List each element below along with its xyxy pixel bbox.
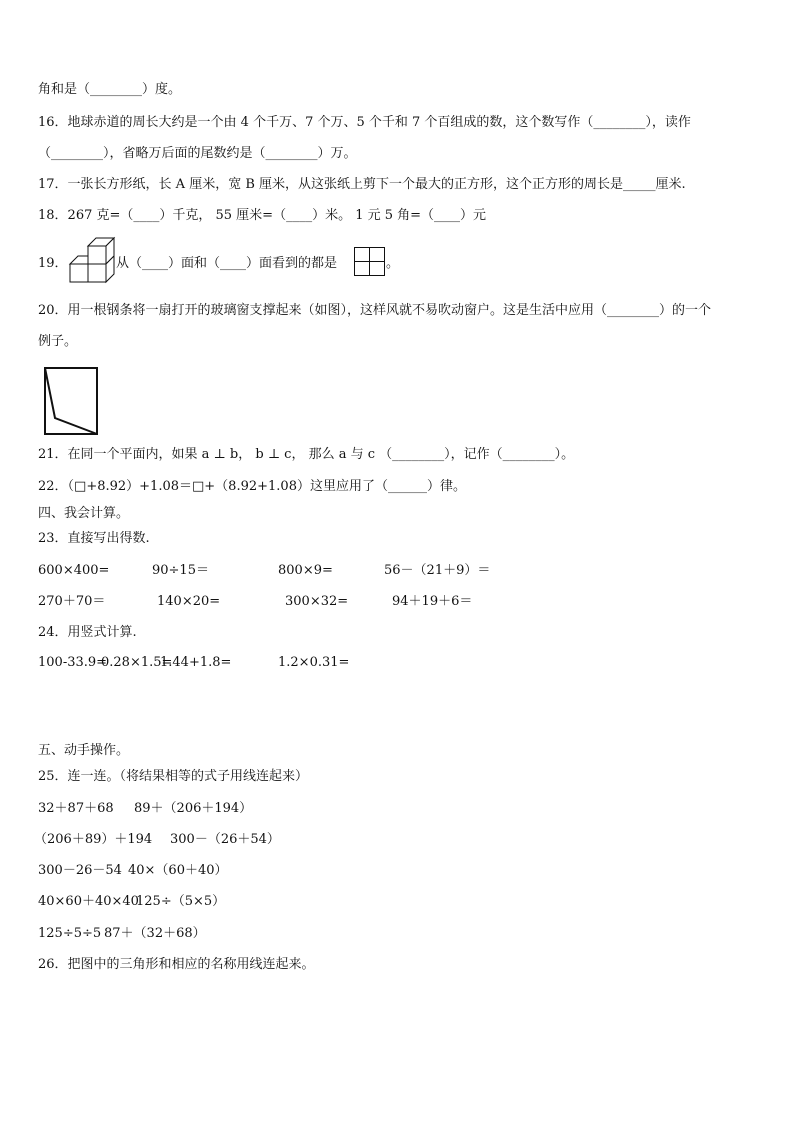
calc-cell: 90÷15＝ xyxy=(152,563,209,578)
q24: 24．用竖式计算. xyxy=(38,625,137,640)
match-right: 125÷（5×5） xyxy=(136,894,226,909)
match-left: 300－26－54 xyxy=(38,863,122,878)
match-right: 40×（60＋40） xyxy=(128,863,228,878)
q20-line2: 例子。 xyxy=(38,334,78,349)
calc-cell: 270＋70＝ xyxy=(38,594,106,609)
q16-line2: （________），省略万后面的尾数约是（________）万。 xyxy=(38,146,357,161)
vertical-calc-item: 100-33.9= xyxy=(38,655,108,670)
section-4-heading: 四、我会计算。 xyxy=(38,506,130,521)
section-5-heading: 五、动手操作。 xyxy=(38,743,130,758)
q16-line1: 16．地球赤道的周长大约是一个由 4 个千万、7 个万、5 个千和 7 个百组成的数，这个数写作（________），读作 xyxy=(38,115,691,130)
q18: 18．267 克=（____）千克， 55 厘米=（____）米。 1 元 5 角=（____）元 xyxy=(38,208,487,223)
q20-line1: 20．用一根钢条将一扇打开的玻璃窗支撑起来（如图），这样风就不易吹动窗户。这是生活中应用（________）的一个 xyxy=(38,303,712,318)
match-right: 89＋（206＋194） xyxy=(134,801,253,816)
q19-end: 。 xyxy=(386,256,400,271)
q25: 25．连一连。（将结果相等的式子用线连起来） xyxy=(38,769,309,784)
calc-cell: 600×400= xyxy=(38,563,110,578)
match-left: （206＋89）＋194 xyxy=(34,832,153,847)
match-left: 125÷5÷5 xyxy=(38,926,102,941)
cube-stack-figure xyxy=(64,236,116,288)
match-left: 32＋87＋68 xyxy=(38,801,114,816)
calc-cell: 56－（21＋9）＝ xyxy=(384,563,491,578)
vertical-calc-item: 1.44+1.8= xyxy=(160,655,232,670)
front-view-grid-figure xyxy=(354,247,386,277)
q19-text: 从（____）面和（____）面看到的都是 xyxy=(116,256,338,271)
match-right: 87＋（32＋68） xyxy=(104,926,206,941)
match-left: 40×60＋40×40 xyxy=(38,894,139,909)
q26: 26．把图中的三角形和相应的名称用线连起来。 xyxy=(38,957,315,972)
calc-cell: 800×9= xyxy=(278,563,333,578)
q21: 21．在同一个平面内，如果 a ⊥ b， b ⊥ c， 那么 a 与 c （________），记作（________）。 xyxy=(38,447,575,462)
match-right: 300－（26＋54） xyxy=(170,832,280,847)
window-triangle-figure xyxy=(43,364,101,436)
vertical-calc-item: 0.28×1.5= xyxy=(101,655,173,670)
q19-number: 19． xyxy=(38,256,68,271)
calc-cell: 300×32= xyxy=(285,594,349,609)
vertical-calc-item: 1.2×0.31= xyxy=(278,655,350,670)
q22: 22．（□+8.92）+1.08＝□+（8.92+1.08）这里应用了（______）律。 xyxy=(38,479,466,494)
q17: 17．一张长方形纸，长 A 厘米，宽 B 厘米，从这张纸上剪下一个最大的正方形，这个正方形的周长是_____厘米. xyxy=(38,177,686,192)
q15-continuation: 角和是（________）度。 xyxy=(38,82,182,97)
calc-cell: 94＋19＋6＝ xyxy=(392,594,473,609)
q23: 23．直接写出得数. xyxy=(38,531,150,546)
calc-cell: 140×20= xyxy=(157,594,221,609)
